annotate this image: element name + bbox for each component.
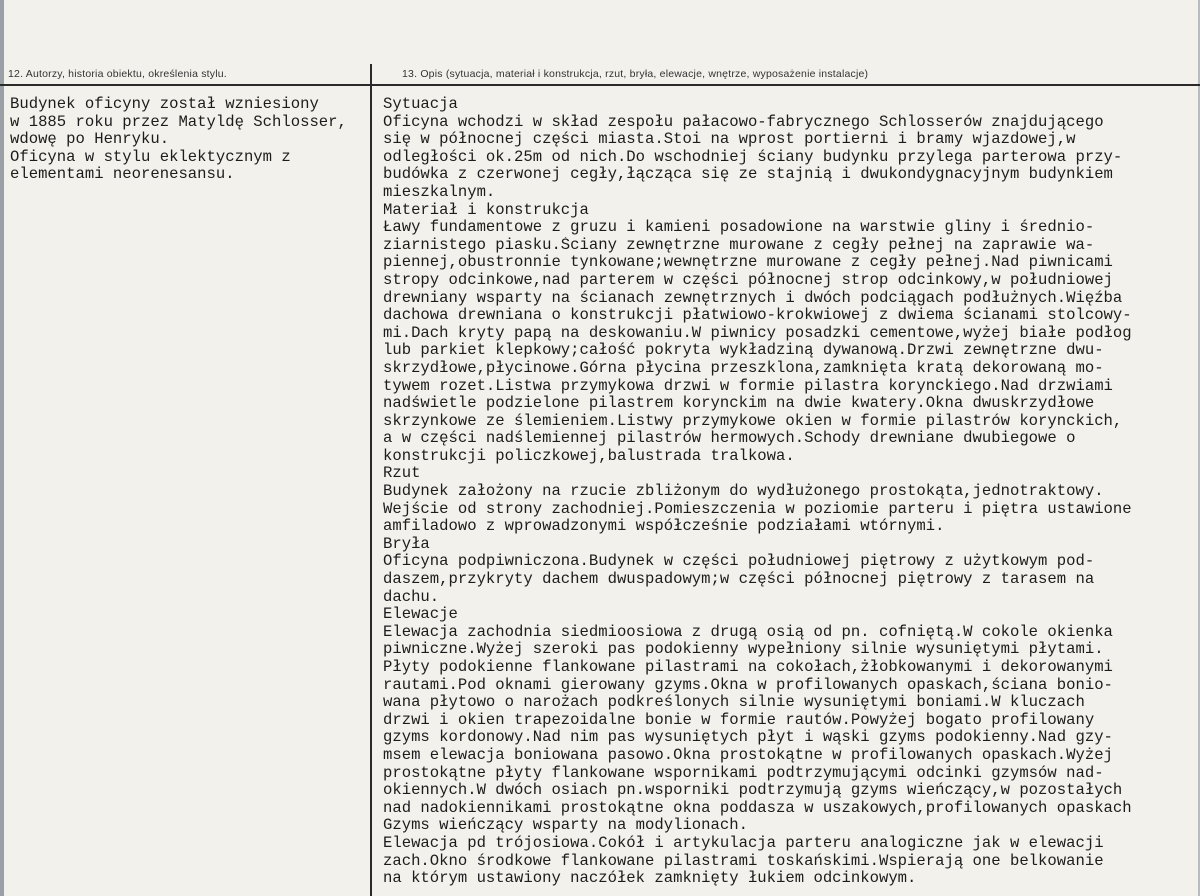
text-line: msem elewacja boniowana pasowo.Okna prostokątne w profilowanych opaskach.Wyżej	[383, 746, 1113, 764]
text-line: drzwi i okien trapezoidalne bonie w formie rautów.Powyżej bogato profilowany	[383, 711, 1095, 729]
text-line: Bryła	[383, 535, 430, 553]
text-line: stropy odcinkowe,nad parterem w części północnej strop odcinkowy,w południowej	[383, 271, 1113, 289]
text-line: lub parkiet klepkowy;całość pokryta wykładziną dywanową.Drzwi zewnętrzne dwu-	[383, 342, 1104, 360]
text-line: Oficyna podpiwniczona.Budynek w części południowej piętrowy z użytkowym pod-	[383, 553, 1095, 571]
text-line: daszem,przykryty dachem dwuspadowym;w części północnej piętrowy z tarasem na	[383, 571, 1095, 589]
text-line: wana płytowo o narożach podkreślonych silnie wysuniętymi boniami.W kluczach	[383, 694, 1085, 712]
text-line: elementami neorenesansu.	[10, 166, 235, 184]
text-line: dachowa drewniana o konstrukcji płatwiowo-krokwiowej z dwiema ścianami stolcowy-	[383, 307, 1132, 325]
text-line: okiennych.W dwóch osiach pn.wsporniki podtrzymują gzyms wieńczący,w pozostałych	[383, 782, 1123, 800]
text-line: rautami.Pod oknami gierowany gzyms.Okna w profilowanych opaskach,ściana bonio-	[383, 676, 1113, 694]
text-line: odległości ok.25m od nich.Do wschodniej ściany budynku przylega parterowa przy-	[383, 148, 1123, 166]
column-divider	[370, 64, 372, 896]
text-line: Wejście od strony zachodniej.Pomieszczenia w poziomie parteru i piętra ustawione	[383, 500, 1132, 518]
text-line: drewniany wsparty na ścianach zewnętrznych i dwóch podciągach podłużnych.Więźba	[383, 289, 1123, 307]
text-line: wdowę po Henryku.	[10, 131, 170, 149]
text-line: nad nadokiennikami prostokątne okna poddasza w uszakowych,profilowanych opaskach	[383, 799, 1132, 817]
scan-left-edge	[0, 0, 4, 896]
text-line: zach.Okno środkowe flankowane pilastrami toskańskimi.Wspierają one belkowanie	[383, 852, 1104, 870]
text-line: skrzydłowe,płycinowe.Górna płycina przeszklona,zamknięta kratą dekorowaną mo-	[383, 359, 1104, 377]
section-12-header: 12. Autorzy, historia obiektu, określenia stylu.	[8, 68, 227, 80]
text-line: w 1885 roku przez Matyldę Schlosser,	[10, 113, 347, 131]
text-line: prostokątne płyty flankowane wspornikami podtrzymującymi odcinki gzymsów nad-	[383, 764, 1104, 782]
text-line: piwniczne.Wyżej szeroki pas podokienny wypełniony silnie wysuniętymi płytami.	[383, 641, 1104, 659]
text-line: a w części nadślemiennej pilastrów hermowych.Schody drewniane dwubiegowe o	[383, 430, 1076, 448]
text-line: skrzynkowe ze ślemieniem.Listwy przymykowe okien w formie pilastrów korynckich,	[383, 412, 1123, 430]
text-line: Gzyms wieńczący wsparty na modylionach.	[383, 817, 748, 835]
text-line: gzyms kordonowy.Nad nim pas wysuniętych płyt i wąski gzyms podokienny.Nad gzy-	[383, 729, 1113, 747]
text-line: mieszkalnym.	[383, 183, 496, 201]
text-line: tywem rozet.Listwa przymykowa drzwi w formie pilastra korynckiego.Nad drzwiami	[383, 377, 1113, 395]
text-line: Elewacje	[383, 606, 458, 624]
text-line: Elewacja zachodnia siedmioosiowa z drugą osią od pn. cofniętą.W cokole okienka	[383, 623, 1113, 641]
text-line: Elewacja pd trójosiowa.Cokół i artykulacja parteru analogiczne jak w elewacji	[383, 834, 1104, 852]
header-divider	[0, 84, 1200, 86]
text-line: nadświetle podzielone pilastrem korynckim na dwie kwatery.Okna dwuskrzydłowe	[383, 395, 1095, 413]
text-line: konstrukcji policzkowej,balustrada tralkowa.	[383, 447, 795, 465]
text-line: dachu.	[383, 588, 440, 606]
text-line: się w północnej części miasta.Stoi na wprost portierni i bramy wjazdowej,w	[383, 131, 1076, 149]
history-column	[10, 96, 365, 184]
text-line: Materiał i konstrukcja	[383, 201, 589, 219]
text-line: na którym ustawiony naczółek zamknięty łukiem odcinkowym.	[383, 870, 917, 888]
text-line: Oficyna w stylu eklektycznym z	[10, 148, 291, 166]
text-line: amfiladowo z wprowadzonymi współcześnie podziałami wtórnymi.	[383, 518, 945, 536]
text-line: Sytuacja	[383, 96, 458, 113]
text-line: budówka z czerwonej cegły,łącząca się ze stajnią i dwukondygnacyjnym budynkiem	[383, 166, 1113, 184]
text-line: mi.Dach kryty papą na deskowaniu.W piwnicy posadzki cementowe,wyżej białe podłog	[383, 324, 1132, 342]
text-line: Oficyna wchodzi w skład zespołu pałacowo-fabrycznego Schlosserów znajdującego	[383, 113, 1104, 131]
text-line: Ławy fundamentowe z gruzu i kamieni posadowione na warstwie gliny i średnio-	[383, 219, 1095, 237]
text-line: piennej,obustronnie tynkowane;wewnętrzne murowane z cegły pełnej.Nad piwnicami	[383, 254, 1113, 272]
section-13-header: 13. Opis (sytuacja, materiał i konstrukcja, rzut, bryła, elewacje, wnętrze, wyposażenie instalacje)	[402, 68, 869, 80]
text-line: Rzut	[383, 465, 421, 483]
text-line: Budynek założony na rzucie zbliżonym do wydłużonego prostokąta,jednotraktowy.	[383, 483, 1104, 501]
text-line: Budynek oficyny został wzniesiony	[10, 96, 319, 113]
text-line: Płyty podokienne flankowane pilastrami na cokołach,żłobkowanymi i dekorowanymi	[383, 659, 1113, 676]
description-column	[383, 96, 1198, 888]
text-line: ziarnistego piasku.Ściany zewnętrzne murowane z cegły pełnej na zaprawie wa-	[383, 236, 1095, 254]
